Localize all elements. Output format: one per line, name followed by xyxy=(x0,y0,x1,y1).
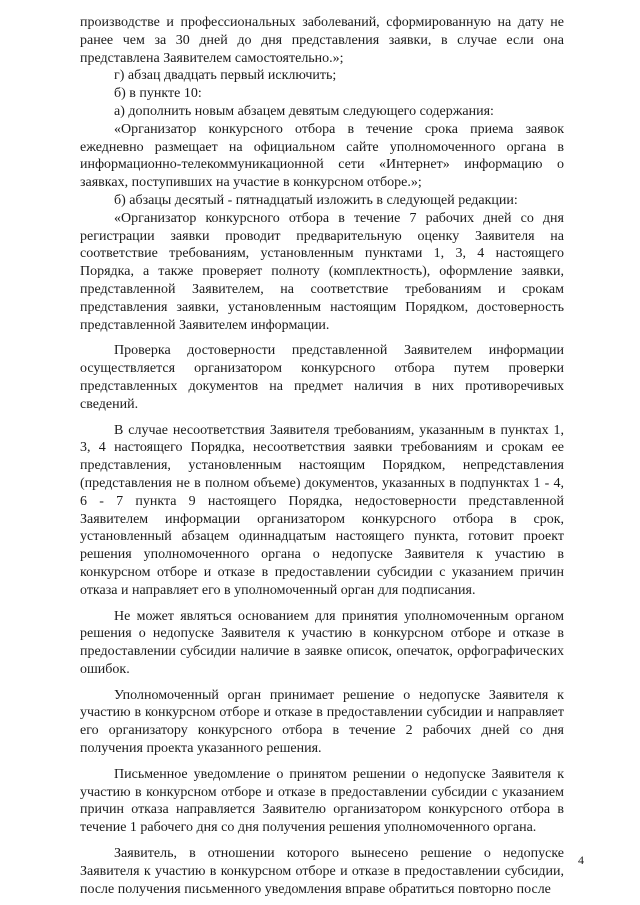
paragraph-not-grounds: Не может являться основанием для принятия уполномоченным органом решения о недопуске Заявителя к участию в конкурсном отборе и отказе в предоставлении субсидии наличие в заявке описок, опечаток, орфографических ошибок. xyxy=(80,608,564,677)
paragraph-subitem-a: а) дополнить новым абзацем девятым следующего содержания: xyxy=(114,103,494,119)
paragraph-quote-organizer-publishes: «Организатор конкурсного отбора в течение срока приема заявок ежедневно размещает на официальном сайте уполномоченного органа в информационно-телекоммуникационной сети «Интернет» информацию о заявках, поступивших на участие в конкурсном отборе.»; xyxy=(80,121,564,191)
paragraph-authorized-body-decision: Уполномоченный орган принимает решение о недопуске Заявителя к участию в конкурсном отборе и отказе в предоставлении субсидии и направляет его организатору конкурсного отбора в течение 2 рабочих дней со дня получения проекта указанного решения. xyxy=(80,687,564,757)
paragraph-noncompliance: В случае несоответствия Заявителя требованиям, указанным в пунктах 1, 3, 4 настоящего Порядка, несоответствия заявки требованиям и срокам ее представления, установленным настоящим Порядком, непредставления (представления не в полном объеме) документов, указанных в подпунктах 1 - 4, 6 - 7 пункта 9 настоящего Порядка, недостоверности представленной Заявителем информации организатором конкурсного отбора в срок, установленный абзацем одиннадцатым настоящего пункта, готовит проект решения уполномоченного органа о недопуске Заявителя к участию в конкурсном отборе и отказе в предоставлении субсидии с указанием причин отказа и направляет его в уполномоченный орган для подписания. xyxy=(80,422,564,598)
paragraph-quote-preliminary-evaluation: «Организатор конкурсного отбора в течение 7 рабочих дней со дня регистрации заявки проводит предварительную оценку Заявителя на соответствие требованиям, установленным пунктами 1, 3, 4 настоящего Порядка, а также проверяет полноту (комплектность), оформление заявки, представленной Заявителем, на соответствие требованиям и срокам представления заявки, установленным настоящим Порядком, достоверность представленной Заявителем информации. xyxy=(80,210,564,333)
paragraph-continuation: производстве и профессиональных заболеваний, сформированную на дату не ранее чем за 30 дней до дня представления заявки, в случае если она представлена Заявителем самостоятельно.»; xyxy=(80,15,564,66)
page-number: 4 xyxy=(578,853,584,867)
paragraph-subitem-b-paragraphs: б) абзацы десятый - пятнадцатый изложить в следующей редакции: xyxy=(114,192,518,208)
paragraph-subitem-g: г) абзац двадцать первый исключить; xyxy=(114,68,337,84)
paragraph-applicant-reapply: Заявитель, в отношении которого вынесено решение о недопуске Заявителя к участию в конкурсном отборе и отказе в предоставлении субсидии, после получения письменного уведомления вправе обратиться повторно после xyxy=(80,846,564,897)
paragraph-verification: Проверка достоверности представленной Заявителем информации осуществляется организатором конкурсного отбора путем проверки представленных документов на предмет наличия в них противоречивых сведений. xyxy=(80,343,564,412)
document-page xyxy=(80,14,564,898)
paragraph-written-notice: Письменное уведомление о принятом решении о недопуске Заявителя к участию в конкурсном отборе и отказе в предоставлении субсидии с указанием причин отказа направляется Заявителю организатором конкурсного отбора в течение 1 рабочего дня со дня получения решения уполномоченного органа. xyxy=(80,766,564,836)
paragraph-subitem-b-point-10: б) в пункте 10: xyxy=(114,86,202,102)
